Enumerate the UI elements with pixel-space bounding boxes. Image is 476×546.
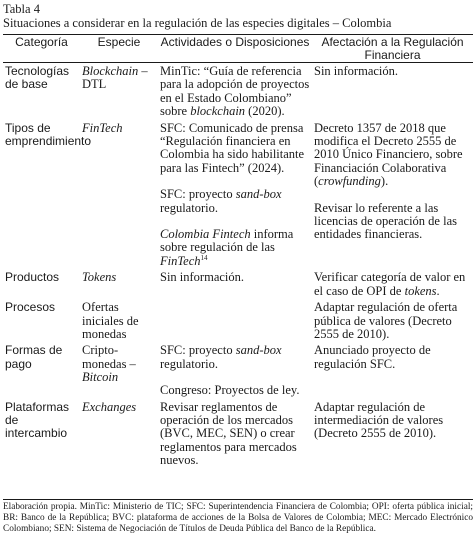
table-row	[3, 401, 473, 471]
activities-paragraph	[160, 271, 310, 284]
cell-category: Productos	[5, 270, 60, 285]
effects-run: tokens	[404, 283, 437, 298]
activities-run: Colombia Fintech	[160, 227, 251, 242]
activities-paragraph	[160, 228, 310, 268]
activities-run: blockchain	[190, 104, 246, 119]
cell-category: Procesos	[5, 300, 56, 315]
activities-run: Sin información.	[160, 270, 245, 285]
effects-paragraph	[314, 65, 471, 78]
effects-paragraph	[314, 344, 471, 371]
effects-run: Sin información.	[314, 64, 399, 78]
cell-effects	[312, 122, 473, 272]
table-footnote: Elaboración propia. MinTic: Ministerio de TIC; SFC: Superintendencia Financiera de Colombia; OPI: oferta pública inicial; BR: Banco de la República; BVC: plataforma de acciones de la Bolsa de Valores de Colombia; MEC: Mercado Electrónico Colombiano; SEN: Sistema de Negociación de Títulos de Deuda Pública del Banco de la República.	[3, 502, 473, 534]
cell-species	[80, 401, 158, 471]
effects-paragraph	[314, 271, 471, 298]
activities-paragraph	[160, 401, 310, 468]
effects-run: .	[436, 283, 440, 298]
activities-run: (2020).	[245, 104, 285, 119]
cell-category: Tecnologías de base	[5, 64, 70, 92]
cell-effects	[312, 62, 473, 122]
cell-effects	[312, 401, 473, 471]
activities-paragraph	[160, 344, 310, 371]
column-header-category: Categoría	[15, 35, 68, 49]
species-italic: Bitcoin	[82, 370, 119, 385]
column-header-species: Especie	[97, 35, 141, 49]
effects-run: Anunciado proyecto de regulación SFC.	[314, 343, 431, 371]
effects-paragraph	[314, 202, 471, 242]
table-caption	[3, 2, 473, 30]
activities-paragraph	[160, 188, 310, 215]
regulation-table	[3, 35, 473, 471]
column-header-activities: Actividades o Disposiciones	[160, 35, 310, 49]
activities-run: regulatorio.	[160, 356, 218, 371]
table-row	[3, 62, 473, 122]
activities-run: FinTech	[160, 253, 201, 268]
species-italic: Exchanges	[82, 399, 137, 414]
header-row	[3, 35, 473, 62]
effects-paragraph	[314, 401, 471, 441]
cell-effects	[312, 301, 473, 344]
cell-activities	[158, 271, 312, 301]
species-italic: FinTech	[82, 120, 123, 135]
table-title: Situaciones a considerar en la regulación de las especies digitales – Colombia	[3, 16, 392, 30]
table-row	[3, 271, 473, 301]
cell-species	[80, 62, 158, 122]
table-row	[3, 122, 473, 272]
activities-run: informa sobre regulación de las	[160, 227, 294, 255]
activities-paragraph	[160, 65, 310, 119]
species-text: Ofertas iniciales de monedas	[82, 300, 139, 341]
cell-activities	[158, 62, 312, 122]
species-italic: Blockchain	[82, 64, 139, 78]
cell-species	[80, 301, 158, 344]
effects-run: Verificar categoría de valor en el caso de OPI de	[314, 270, 466, 298]
species-text: – DTL	[82, 64, 148, 92]
bottom-rule	[3, 499, 473, 500]
effects-paragraph	[314, 301, 471, 341]
cell-activities	[158, 122, 312, 272]
effects-run: Adaptar regulación de intermediación de valores (Decreto 2555 de 2010).	[314, 399, 444, 441]
cell-effects	[312, 344, 473, 400]
species-text: Cripto-monedas –	[82, 343, 136, 371]
activities-run: SFC: Comunicado de prensa “Regulación financiera en Colombia ha sido habilitante para las Fintech” (2024).	[160, 120, 305, 175]
cell-activities	[158, 401, 312, 471]
cell-category: Formas de pago	[5, 343, 63, 371]
cell-species	[80, 271, 158, 301]
cell-species	[80, 122, 158, 272]
effects-run: crowfunding	[318, 174, 381, 189]
activities-run: MinTic: “Guía de referencia para la adopción de proyectos en el Estado Colombiano” sobre	[160, 64, 310, 119]
column-header-effects: Afectación a la Regulación Financiera	[321, 35, 464, 62]
activities-run: regulatorio.	[160, 200, 218, 215]
activities-paragraph	[160, 384, 310, 397]
activities-run: 14	[200, 253, 208, 262]
effects-run: Revisar lo referente a las licencias de operación de las entidades financieras.	[314, 200, 457, 242]
activities-paragraph	[160, 122, 310, 176]
effects-paragraph	[314, 122, 471, 189]
cell-species	[80, 344, 158, 400]
activities-run: Congreso: Proyectos de ley.	[160, 383, 300, 398]
table-body	[3, 62, 473, 471]
effects-run: Adaptar regulación de oferta pública de valores (Decreto 2555 de 2010).	[314, 300, 458, 341]
activities-run: sand-box	[235, 343, 282, 358]
activities-run: sand-box	[235, 187, 282, 202]
table-label: Tabla 4	[3, 2, 40, 16]
cell-activities	[158, 344, 312, 400]
activities-run: SFC: proyecto	[160, 343, 236, 358]
species-italic: Tokens	[82, 270, 117, 285]
cell-category: Plataformas de intercambio	[5, 399, 70, 441]
table-row	[3, 344, 473, 400]
activities-run: Revisar reglamentos de operación de los mercados (BVC, MEC, SEN) o crear reglamentos para mercados nuevos.	[160, 399, 297, 468]
table-row	[3, 301, 473, 344]
effects-run: ).	[380, 174, 389, 189]
cell-effects	[312, 271, 473, 301]
effects-run: Decreto 1357 de 2018 que modifica el Decreto 2555 de 2010 Único Financiero, sobre Financiación Colaborativa (	[314, 120, 463, 189]
cell-category: Tipos de emprendimiento	[5, 120, 92, 149]
cell-activities	[158, 301, 312, 344]
activities-run: SFC: proyecto	[160, 187, 236, 202]
